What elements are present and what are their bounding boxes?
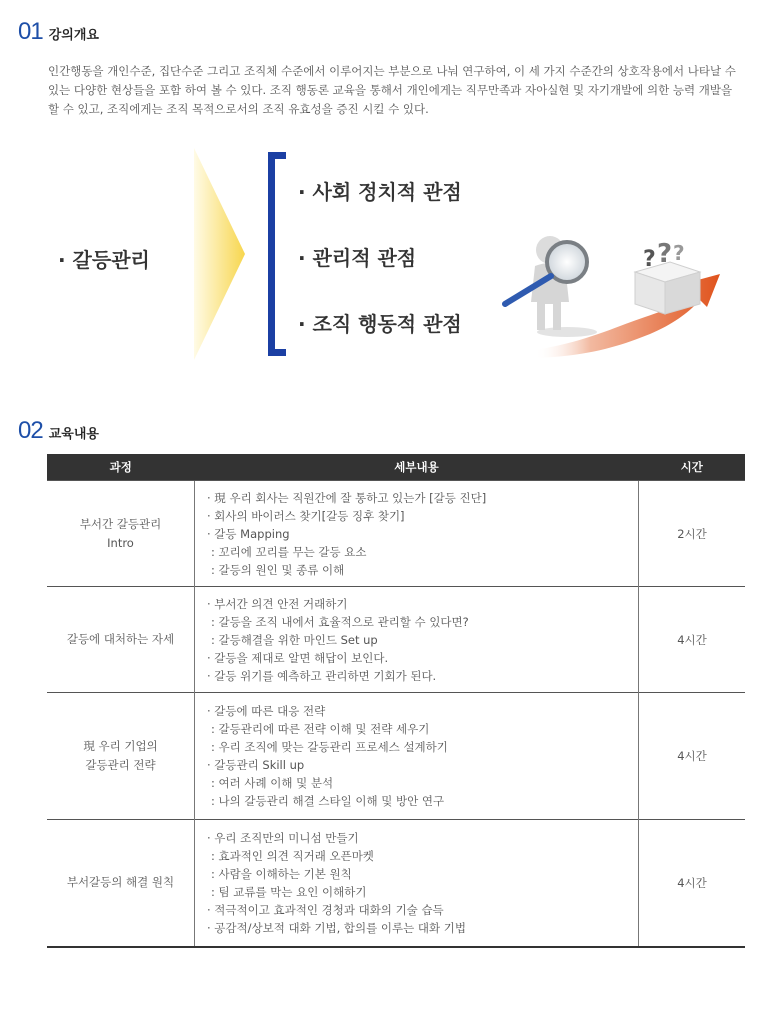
section-number: 01: [18, 18, 43, 45]
course-name-line: Intro: [107, 535, 134, 550]
course-name-line: 갈등에 대처하는 자세: [66, 632, 175, 646]
course-name-line: 現 우리 기업의: [83, 739, 158, 753]
svg-text:?: ?: [673, 241, 685, 265]
header-details: 세부내용: [195, 454, 639, 481]
section-heading-contents: [18, 417, 99, 445]
section-number: 02: [18, 417, 43, 444]
svg-text:?: ?: [657, 239, 673, 269]
details-cell: [195, 481, 639, 587]
time-cell: 4시간: [639, 820, 746, 947]
table-body: [47, 481, 745, 947]
time-cell: 2시간: [639, 481, 746, 587]
detail-line: : 여러 사례 이해 및 분석: [211, 776, 334, 790]
course-name-cell: [47, 587, 195, 693]
time-cell: 4시간: [639, 587, 746, 693]
main-topic-label: · 갈등관리: [58, 248, 150, 272]
detail-line: : 나의 갈등관리 해결 스타일 이해 및 방안 연구: [211, 794, 445, 808]
detail-line: · 갈등 Mapping: [207, 526, 290, 541]
detail-line: · 적극적이고 효과적인 경청과 대화의 기술 습득: [207, 902, 444, 917]
curriculum-table: [47, 454, 745, 948]
detail-line: : 갈등해결을 위한 마인드 Set up: [211, 632, 378, 647]
section-title: 강의개요: [48, 28, 99, 43]
time-cell: 4시간: [639, 693, 746, 820]
course-name-line: 부서간 갈등관리: [79, 516, 162, 531]
bracket-divider: [268, 152, 286, 356]
section-heading-overview: [18, 18, 99, 46]
intro-paragraph: 인간행동을 개인수준, 집단수준 그리고 조직체 수준에서 이루어지는 부분으로 나눠 연구하여, 이 세 가지 수준간의 상호작용에서 나타날 수 있는 다양한 현상들을 포함 하여 볼 수 있다. 조직 행동론 교육을 통해서 개인에게는 직무만족과 자아실현 및 자기개발에 의한 능력 개발을 할 수 있고, 조직에게는 조직 목적으로서의 조직 유효성을 증진 시킬 수 있다.: [48, 64, 736, 116]
table-row: [47, 693, 745, 820]
header-time: 시간: [639, 454, 746, 481]
course-name-cell: [47, 481, 195, 587]
detail-line: : 갈등을 조직 내에서 효율적으로 관리할 수 있다면?: [211, 614, 469, 629]
view-item-managerial: · 관리적 관점: [298, 246, 417, 270]
detail-line: : 팀 교류를 막는 요인 이해하기: [211, 884, 367, 899]
detail-line: · 갈등 위기를 예측하고 관리하면 기회가 된다.: [207, 668, 437, 683]
detail-line: · 부서간 의견 안전 거래하기: [207, 596, 348, 611]
course-name-line: 부서갈등의 해결 원칙: [66, 875, 175, 890]
detail-line: · 공감적/상보적 대화 기법, 합의를 이루는 대화 기법: [207, 920, 466, 935]
detail-line: : 갈등관리에 따른 전략 이해 및 전략 세우기: [211, 722, 430, 736]
concept-diagram: [0, 148, 783, 363]
detail-line: : 효과적인 의견 직거래 오픈마켓: [211, 848, 374, 863]
table-header-row: [47, 454, 745, 481]
section-title: 교육내용: [48, 427, 99, 442]
details-cell: [195, 693, 639, 820]
detail-line: · 회사의 바이러스 찾기[갈등 징후 찾기]: [207, 508, 405, 523]
view-item-org-behavior: · 조직 행동적 관점: [298, 312, 462, 336]
detail-line: : 갈등의 원인 및 종류 이해: [211, 562, 345, 577]
table-row: [47, 481, 745, 587]
detail-line: : 사람을 이해하는 기본 원칙: [211, 866, 352, 881]
course-name-cell: [47, 820, 195, 947]
course-name-line: 갈등관리 전략: [85, 758, 156, 772]
magnifier-person-illustration: [495, 232, 730, 362]
detail-line: · 現 우리 회사는 직원간에 잘 통하고 있는가 [갈등 진단]: [207, 490, 487, 505]
details-cell: [195, 820, 639, 947]
table-row: [47, 587, 745, 693]
details-cell: [195, 587, 639, 693]
view-item-socio-political: · 사회 정치적 관점: [298, 180, 462, 204]
detail-line: : 우리 조직에 맞는 갈등관리 프로세스 설계하기: [211, 740, 448, 754]
header-course: 과정: [47, 454, 195, 481]
detail-line: · 갈등관리 Skill up: [207, 758, 305, 772]
detail-line: · 우리 조직만의 미니섬 만들기: [207, 830, 359, 845]
chevron-arrow-icon: [190, 148, 250, 363]
table-row: [47, 820, 745, 947]
svg-text:?: ?: [643, 247, 656, 272]
detail-line: · 갈등에 따른 대응 전략: [207, 704, 326, 718]
detail-line: · 갈등을 제대로 알면 해답이 보인다.: [207, 650, 389, 665]
course-name-cell: [47, 693, 195, 820]
detail-line: : 꼬리에 꼬리를 무는 갈등 요소: [211, 544, 367, 559]
